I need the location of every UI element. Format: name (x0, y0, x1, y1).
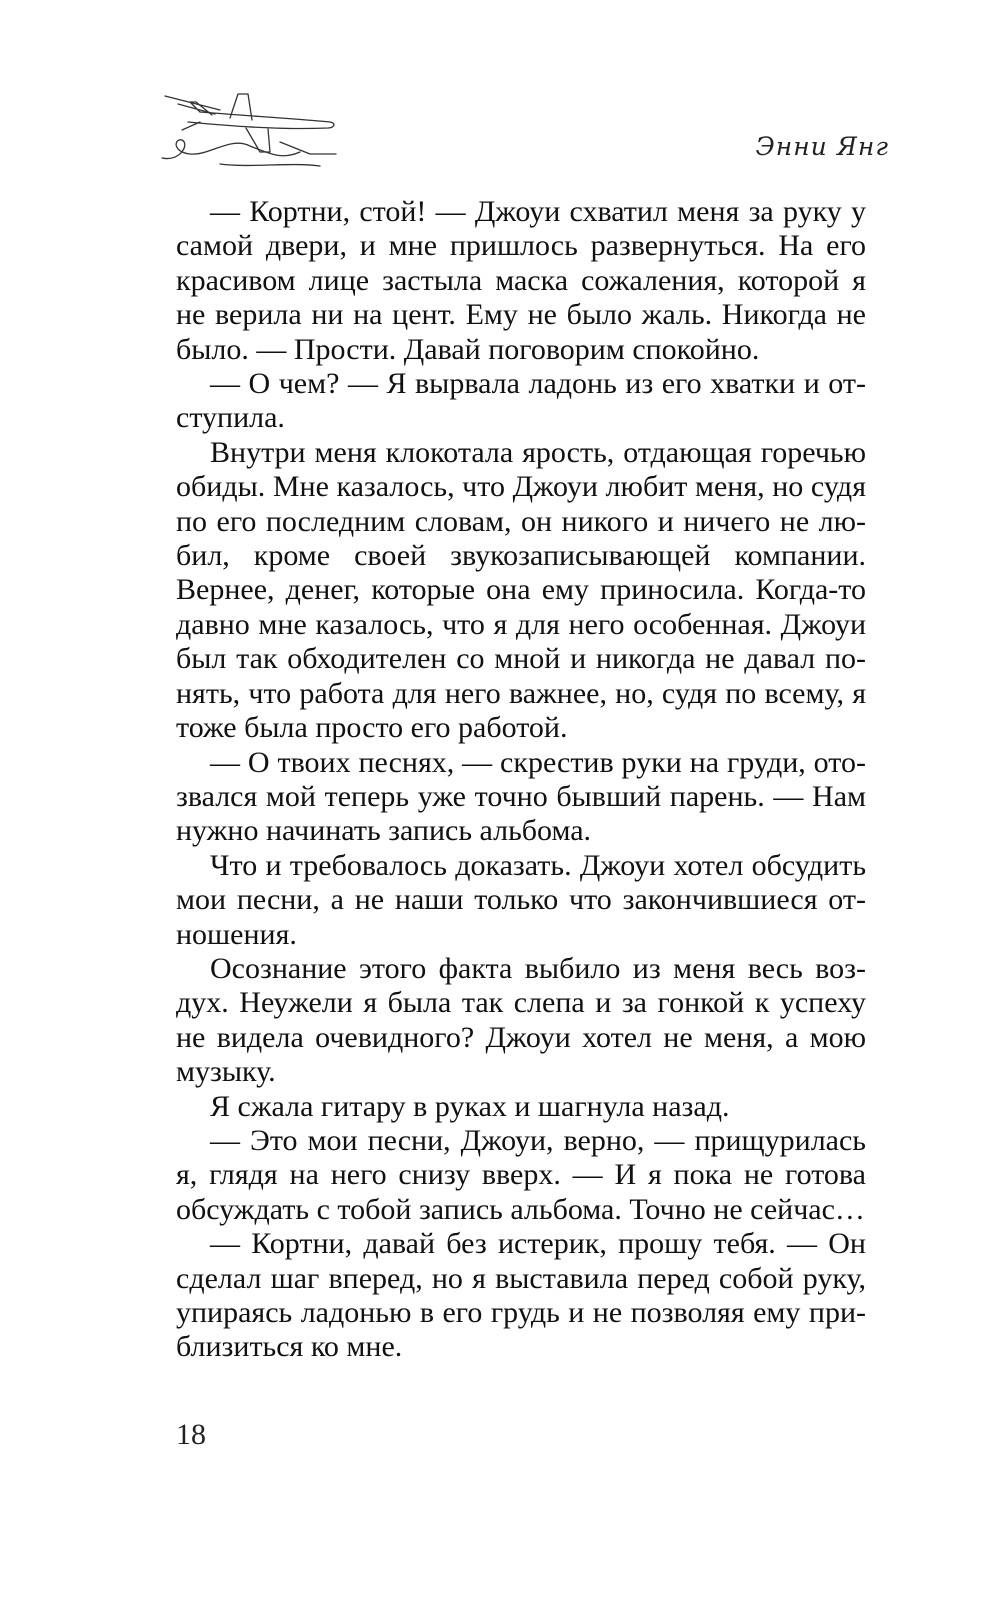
airplane-line-drawing-icon (160, 82, 350, 182)
paragraph: Внутри меня клокотала ярость, отдающая горечью обиды. Мне казалось, что Джоуи любит меня, но судя по его последним словам, он никого и ничего не любил, кроме своей звукозаписывающей компании. Вернее, денег, которые она ему приносила. Когда-то давно мне казалось, что я для него особенная. Джоуи был так обходителен со мной и никогда не давал понять, что работа для него важнее, но, судя по всему, я тоже была просто его работой. (176, 435, 866, 745)
paragraph: Я сжала гитару в руках и шагнула назад. (210, 1089, 730, 1123)
paragraph: — О чем? — Я вырвала ладонь из его хватки и отступила. (176, 367, 866, 435)
paragraph: — Кортни, стой! — Джоуи схватил меня за руку у самой двери, и мне пришлось развернуться. На его красивом лице застыла маска сожаления, которой я не верила ни на цент. Ему не было жаль. Никогда не было. — Прости. Давай поговорим спокойно. (176, 195, 866, 366)
paragraph: — Это мои песни, Джоуи, верно, — прищурилась я, глядя на него снизу вверх. — И я пока не готова обсуждать с тобой запись альбома. Точно не сейчас… (176, 1123, 866, 1226)
page-number: 18 (176, 1418, 206, 1451)
paragraph: — О твоих песнях, — скрестив руки на груди, отозвался мой теперь уже точно бывший парень. — Нам нужно начинать запись альбома. (176, 745, 866, 848)
paragraph: Что и требовалось доказать. Джоуи хотел обсудить мои песни, а не наши только что закончившиеся отношения. (176, 848, 866, 951)
paragraph: — Кортни, давай без истерик, прошу тебя. — Он сделал шаг вперед, но я выставила перед собой руку, упираясь ладонью в его грудь и не позволяя ему приблизиться ко мне. (176, 1227, 866, 1364)
running-header-author: Энни Янг (755, 132, 889, 161)
paragraph: Осознание этого факта выбило из меня весь воздух. Неужели я была так слепа и за гонкой к успеху не видела очевидного? Джоуи хотел не меня, а мою музыку. (176, 951, 866, 1089)
body-text (176, 195, 866, 1365)
